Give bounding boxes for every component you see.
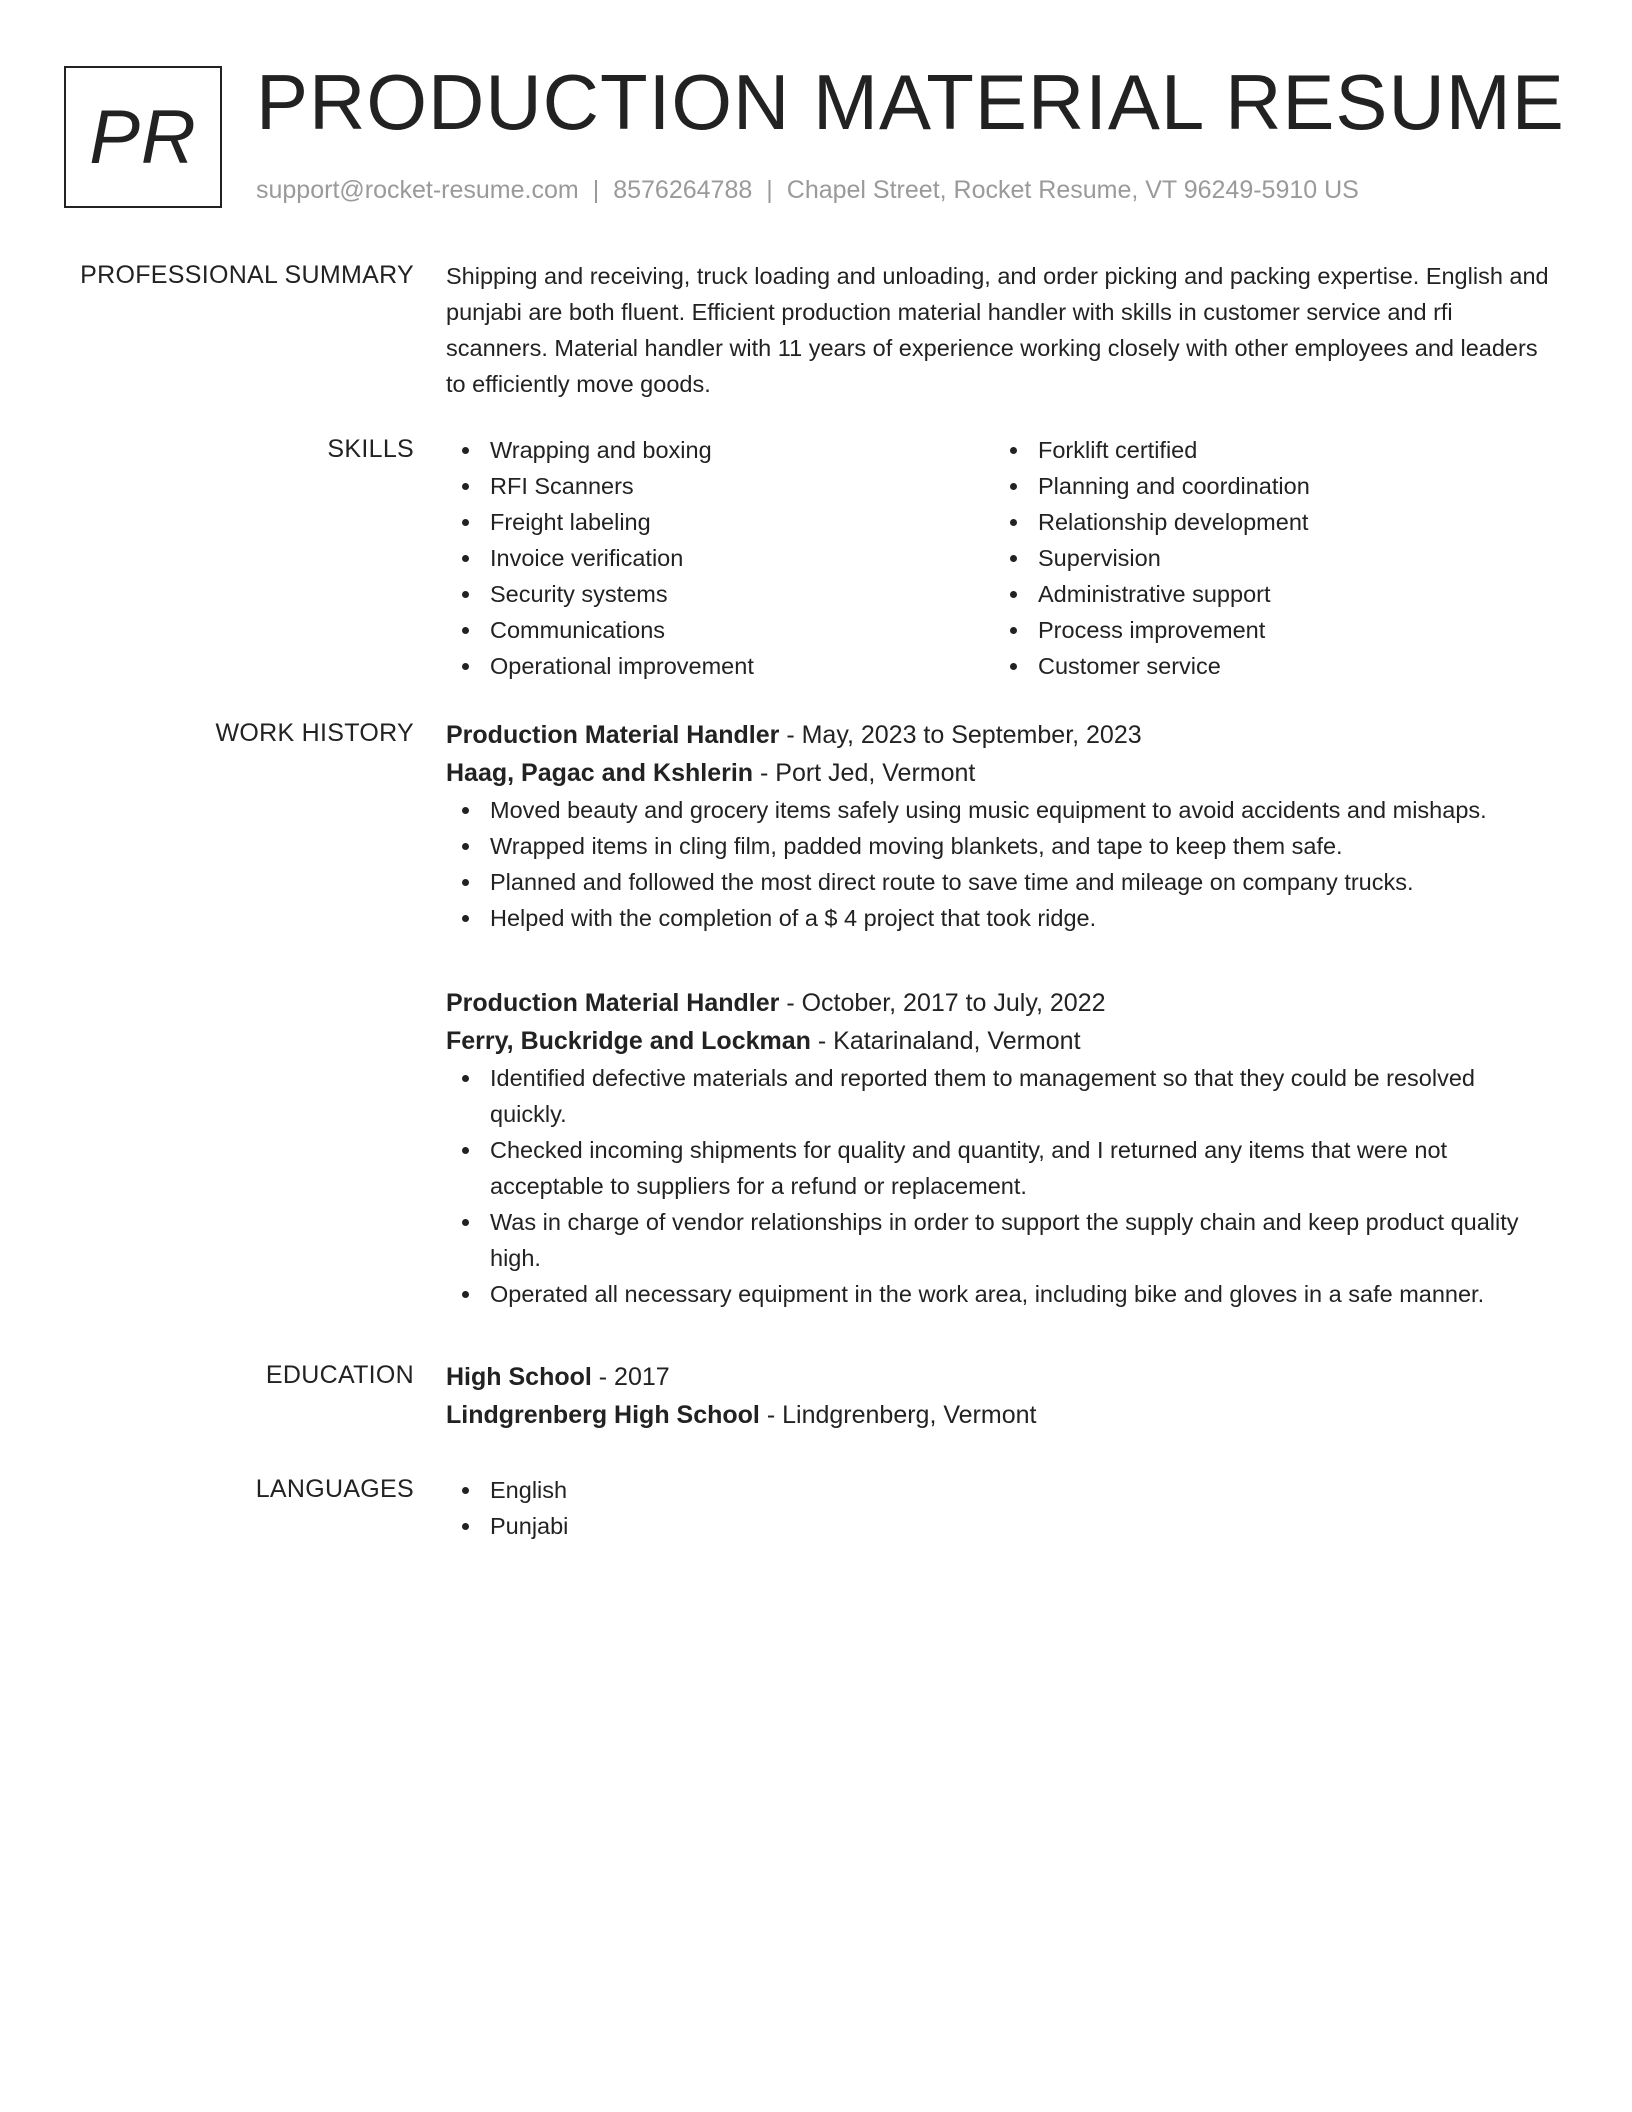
- work-heading: WORK HISTORY: [215, 719, 414, 747]
- languages-body: [446, 1472, 1556, 1544]
- education-location: - Lindgrenberg, Vermont: [759, 1401, 1037, 1429]
- skill-item: Communications: [446, 612, 994, 648]
- skills-list-right: [994, 432, 1542, 684]
- education-school: Lindgrenberg High School: [446, 1401, 760, 1429]
- job-company-line: [446, 754, 1556, 792]
- skill-item: Operational improvement: [446, 648, 994, 684]
- job-entry: [446, 716, 1556, 936]
- education-degree-line: [446, 1358, 1556, 1396]
- language-item: English: [446, 1472, 1556, 1508]
- skill-item: Freight labeling: [446, 504, 994, 540]
- language-item: Punjabi: [446, 1508, 1556, 1544]
- job-location: - Port Jed, Vermont: [753, 759, 976, 787]
- job-bullets: [446, 1060, 1556, 1312]
- summary-text: Shipping and receiving, truck loading and unloading, and order picking and packing expertise. English and punjabi are both fluent. Efficient production material handler with skills in customer service and rfi scanners. Material handler with 11 years of experience working closely with other employees and leaders to efficiently move goods.: [446, 263, 1549, 397]
- job-location: - Katarinaland, Vermont: [810, 1027, 1081, 1055]
- education-body: [446, 1358, 1556, 1434]
- resume-title: PRODUCTION MATERIAL RESUME: [256, 58, 1565, 146]
- skill-item: Supervision: [994, 540, 1542, 576]
- education-heading: EDUCATION: [265, 1361, 414, 1389]
- job-bullet: Wrapped items in cling film, padded moving blankets, and tape to keep them safe.: [446, 828, 1556, 864]
- job-bullets: [446, 792, 1556, 936]
- education-school-line: [446, 1396, 1556, 1434]
- skill-item: Forklift certified: [994, 432, 1542, 468]
- job-title-line: [446, 716, 1556, 754]
- skills-heading: SKILLS: [327, 435, 414, 463]
- skill-item: Security systems: [446, 576, 994, 612]
- summary-heading: PROFESSIONAL SUMMARY: [80, 261, 414, 289]
- contact-line: [256, 174, 1359, 206]
- monogram-initials: PR: [89, 94, 197, 180]
- job-company: Ferry, Buckridge and Lockman: [446, 1027, 811, 1055]
- job-bullet: Moved beauty and grocery items safely using music equipment to avoid accidents and mishaps.: [446, 792, 1556, 828]
- skill-item: Customer service: [994, 648, 1542, 684]
- skill-item: Planning and coordination: [994, 468, 1542, 504]
- summary-body: [446, 258, 1556, 402]
- languages-heading: LANGUAGES: [255, 1475, 414, 1503]
- job-company: Haag, Pagac and Kshlerin: [446, 759, 754, 787]
- contact-address: Chapel Street, Rocket Resume, VT 96249-5910 US: [786, 176, 1359, 204]
- skills-grid: [446, 432, 1556, 684]
- job-bullet: Operated all necessary equipment in the work area, including bike and gloves in a safe manner.: [446, 1276, 1556, 1312]
- skill-item: Wrapping and boxing: [446, 432, 994, 468]
- skill-item: Process improvement: [994, 612, 1542, 648]
- contact-email[interactable]: support@rocket-resume.com: [256, 176, 579, 204]
- monogram-box: [64, 66, 222, 208]
- job-bullet: Checked incoming shipments for quality and quantity, and I returned any items that were not acceptable to suppliers for a refund or replacement.: [446, 1132, 1556, 1204]
- contact-phone[interactable]: 8576264788: [613, 176, 753, 204]
- job-bullet: Helped with the completion of a $ 4 project that took ridge.: [446, 900, 1556, 936]
- skills-list-left: [446, 432, 994, 684]
- job-entry: [446, 984, 1556, 1312]
- contact-separator: |: [766, 176, 773, 204]
- job-title-line: [446, 984, 1556, 1022]
- job-dates: - October, 2017 to July, 2022: [779, 989, 1106, 1017]
- skill-item: Relationship development: [994, 504, 1542, 540]
- job-bullet: Was in charge of vendor relationships in order to support the supply chain and keep product quality high.: [446, 1204, 1556, 1276]
- skill-item: Invoice verification: [446, 540, 994, 576]
- skill-item: Administrative support: [994, 576, 1542, 612]
- contact-separator: |: [592, 176, 600, 204]
- job-title: Production Material Handler: [446, 989, 780, 1017]
- job-dates: - May, 2023 to September, 2023: [779, 721, 1142, 749]
- job-company-line: [446, 1022, 1556, 1060]
- education-degree: High School: [446, 1363, 592, 1391]
- job-title: Production Material Handler: [446, 721, 780, 749]
- languages-list: [446, 1472, 1556, 1544]
- skills-body: [446, 432, 1556, 684]
- skill-item: RFI Scanners: [446, 468, 994, 504]
- job-bullet: Planned and followed the most direct route to save time and mileage on company trucks.: [446, 864, 1556, 900]
- education-year: - 2017: [591, 1363, 670, 1391]
- job-bullet: Identified defective materials and reported them to management so that they could be resolved quickly.: [446, 1060, 1556, 1132]
